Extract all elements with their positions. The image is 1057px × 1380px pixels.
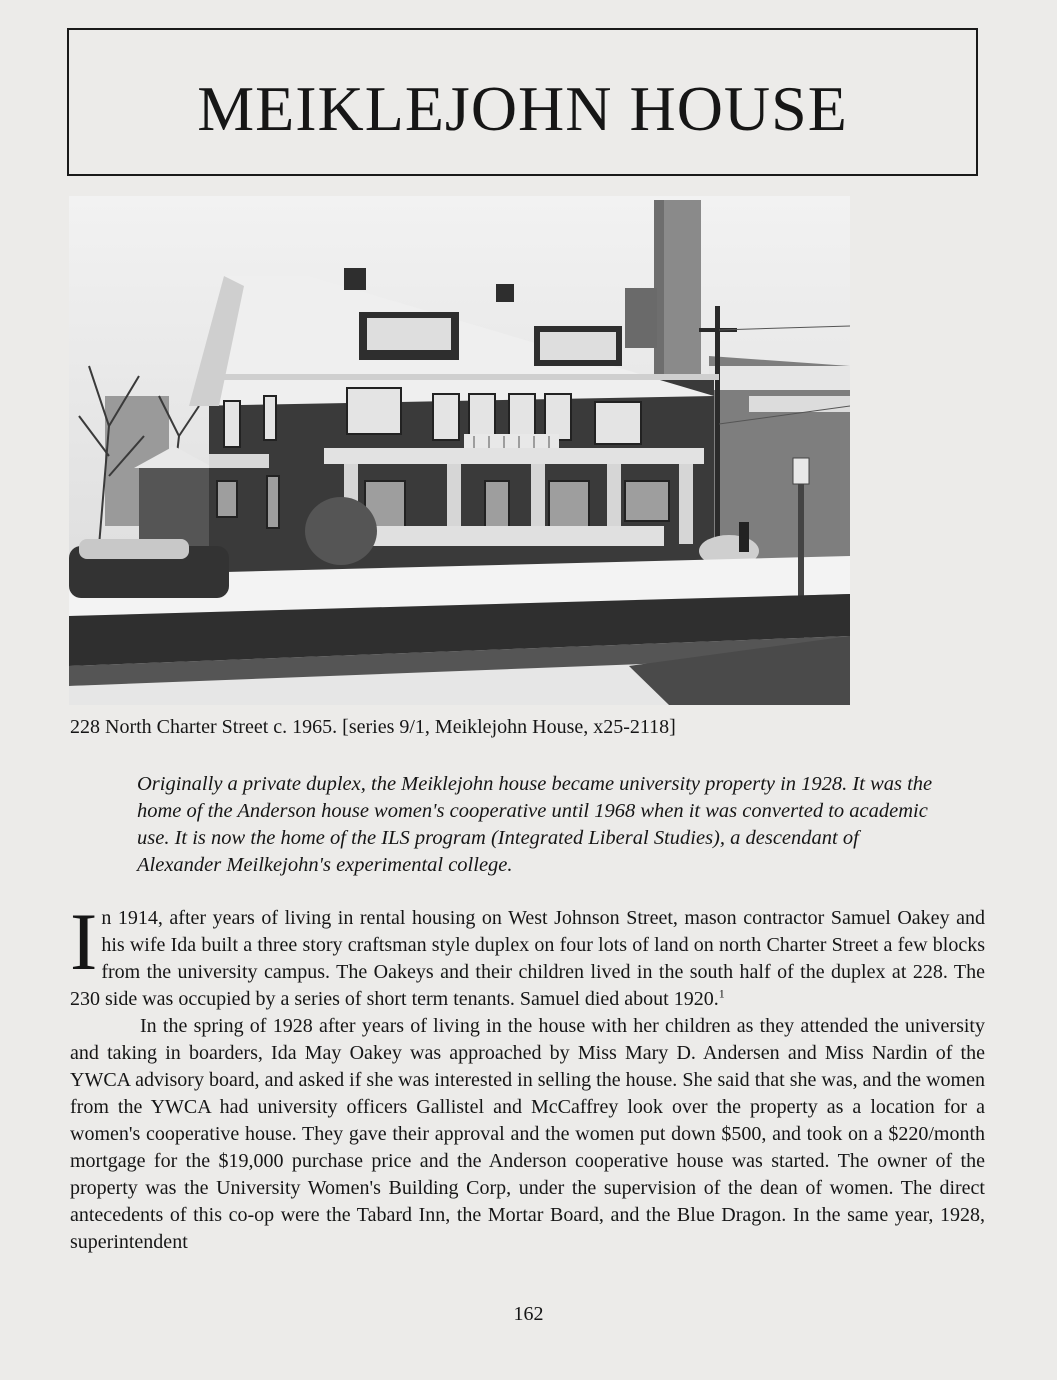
paragraph-1 — [70, 896, 985, 1013]
house-photo-drawing — [69, 196, 850, 705]
paragraph-1-text: n 1914, after years of living in rental housing on West Johnson Street, mason contractor Samuel Oakey and his wife Ida built a three story craftsman style duplex on four lots of land on north Charter Street a few blocks from the university campus. The Oakeys and their children lived in the south half of the duplex at 228. The 230 side was occupied by a series of short term tenants. Samuel died about 1920. — [70, 907, 985, 1010]
house-photo — [69, 196, 850, 705]
page-title: MEIKLEJOHN HOUSE — [197, 73, 848, 144]
intro-summary — [137, 771, 937, 879]
paragraph-2: In the spring of 1928 after years of living in the house with her children as they attended the university and taking in boarders, Ida May Oakey was approached by Miss Mary D. Andersen and Miss Nardin of the YWCA advisory board, and asked if she was interested in selling the house. She said that she was, and the women from the YWCA had university officers Gallistel and McCaffrey look over the property as a location for a women's cooperative house. They gave their approval and the women put down $500, and took on a $220/month mortgage for the $19,000 purchase price and the Anderson cooperative house was started. The owner of the property was the University Women's Building Corp, under the supervision of the dean of women. The direct antecedents of this co-op were the Tabard Inn, the Mortar Board, and the Blue Dragon. In the same year, 1928, superintendent — [70, 1015, 985, 1253]
footnote-ref-1[interactable]: 1 — [718, 986, 725, 1001]
intro-paragraph: Originally a private duplex, the Meiklejohn house became university property in 1928. It was the home of the Anderson house women's cooperative until 1968 when it was converted to academic use. It is now the home of the ILS program (Integrated Liberal Studies), a descendant of Alexander Meilkejohn's experimental college. — [137, 773, 933, 876]
page-number: 162 — [513, 1303, 544, 1325]
photo-caption: 228 North Charter Street c. 1965. [series 9/1, Meiklejohn House, x25-2118] — [70, 716, 676, 738]
drop-cap: I — [70, 896, 98, 987]
body-text — [70, 896, 985, 1256]
title-box — [67, 28, 978, 176]
